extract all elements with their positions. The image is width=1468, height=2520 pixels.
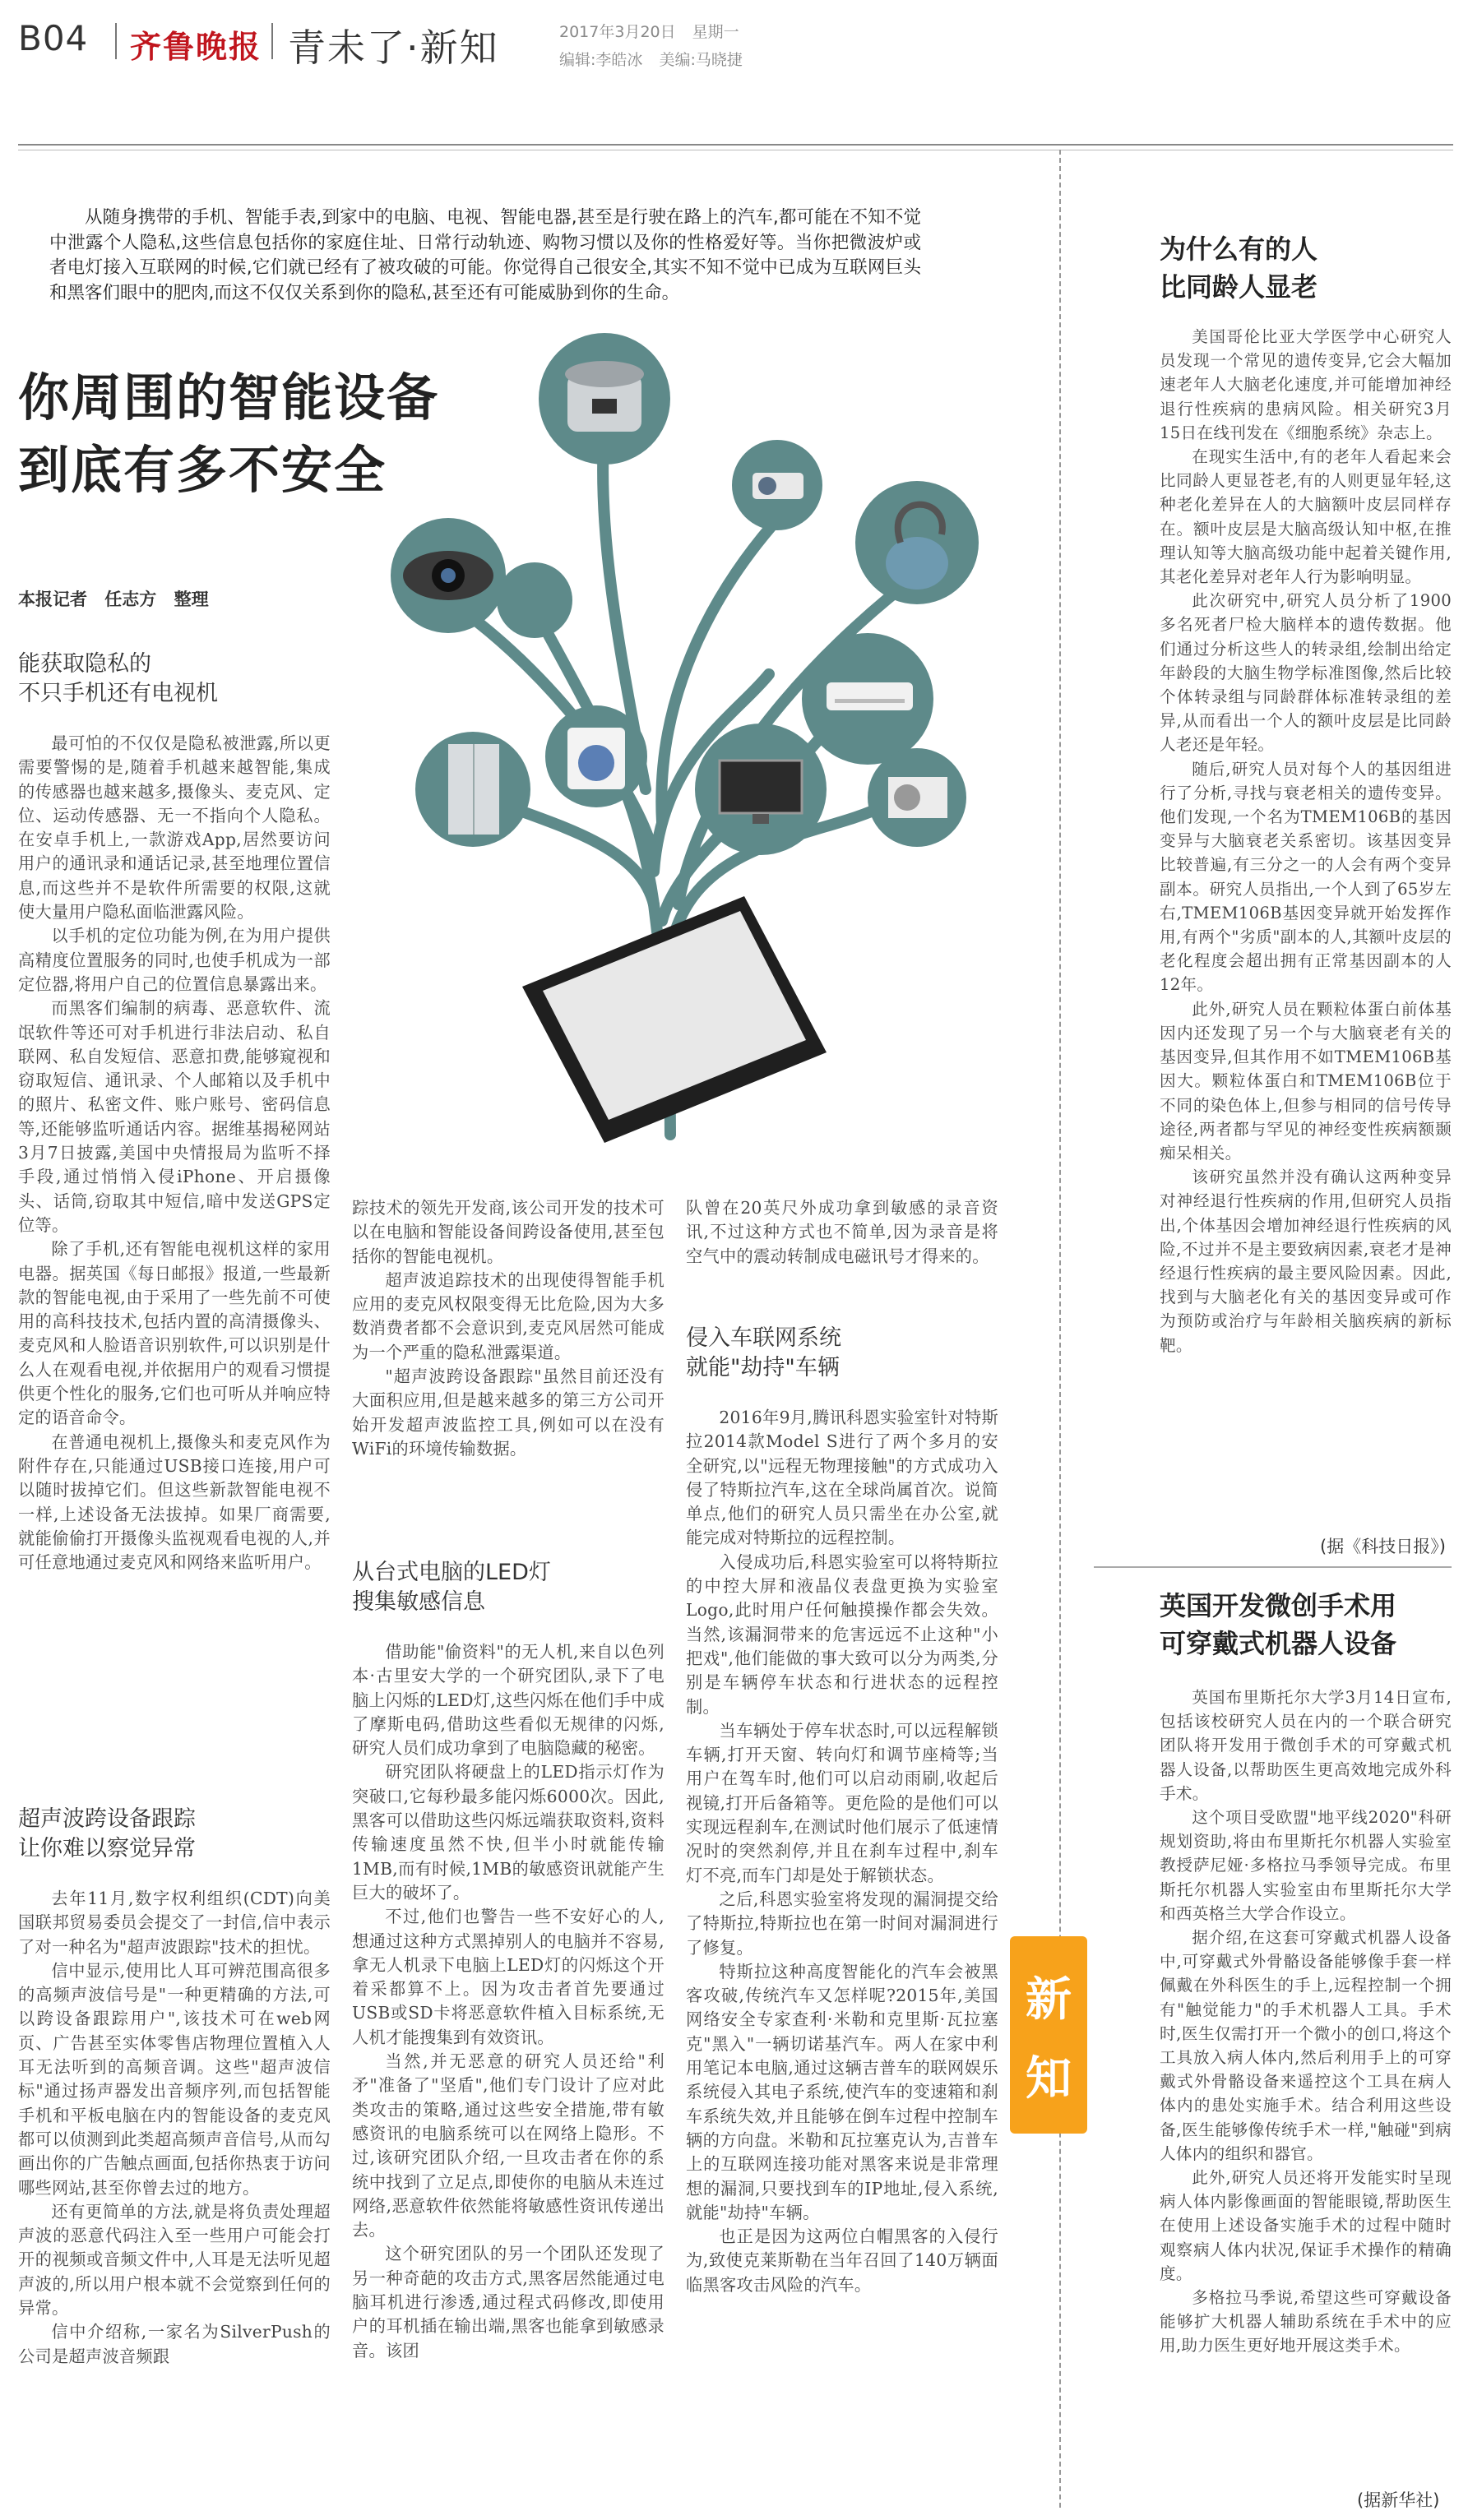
sidebar-article-body (1160, 325, 1452, 1357)
page-number: B04 (18, 18, 89, 58)
editor-credit: 编辑:李皓冰 美编:马晓捷 (559, 51, 743, 69)
paragraph: 特斯拉这种高度智能化的汽车会被黑客攻破,传统汽车又怎样呢?2015年,美国网络安全专家查利·米勒和克里斯·瓦拉塞克"黑入"一辆切诺基汽车。两人在家中利用笔记本电脑,通过这辆吉普车的联网娱乐系统侵入其电子系统,使汽车的变速箱和刹车系统失效,并且能够在倒车过程中控制车辆的方向盘。米勒和瓦拉塞克认为,吉普车上的互联网连接功能对黑客来说是非常理想的漏洞,只要找到车的IP地址,侵入系统,就能"劫持"车辆。 (686, 1961, 998, 2222)
section-subheading (18, 1805, 331, 1864)
title-line: 比同龄人显老 (1160, 271, 1318, 303)
paragraph: 以手机的定位功能为例,在为用户提供高精度位置服务的同时,也使手机成为一部定位器,将用户自己的位置信息暴露出来。 (18, 926, 331, 994)
section-title: 青未了·新知 (288, 25, 499, 70)
paragraph: 该研究虽然并没有确认这两种变异对神经退行性疾病的作用,但研究人员指出,个体基因会增加神经退行性疾病的风险,不过并不是主要致病因素,衰老才是神经退行性疾病的最主要风险因素。因此,找到与大脑老化有关的基因变异或可作为预防或治疗与年龄相关脑疾病的新标靶。 (1160, 1168, 1452, 1355)
paragraph: 在普通电视机上,摄像头和麦克风作为附件存在,只能通过USB接口连接,用户可以随时拔掉它们。但这些新款智能电视不一样,上述设备无法拔掉。如果厂商需要,就能偷偷打开摄像头监视观看电视的人,并可任意地通过麦克风和网络来监听用户。 (18, 1431, 331, 1573)
subheading-line: 搜集敏感信息 (352, 1589, 485, 1615)
section-subheading (686, 1324, 998, 1383)
paragraph: 此次研究中,研究人员分析了1900多名死者尸检大脑样本的遗传数据。他们通过分析这些人的转录组,绘制出给定年龄段的大脑生物学标准图像,然后比较个体转录组与同龄群体标准转录组的差异,从而看出一个人的额叶皮层是比同龄人老还是年轻。 (1160, 591, 1452, 755)
paragraph: 借助能"偷资料"的无人机,来自以色列本·古里安大学的一个研究团队,录下了电脑上闪烁的LED灯,这些闪烁在他们手中成了摩斯电码,借助这些看似无规律的闪烁,研究人员们成功拿到了电脑隐藏的秘密。 (352, 1642, 665, 1759)
section-subheading (18, 650, 331, 709)
paragraph: 据介绍,在这套可穿戴式机器人设备中,可穿戴式外骨骼设备能够像手套一样佩戴在外科医生的手上,远程控制一个拥有"触觉能力"的手术机器人工具。手术时,医生仅需打开一个微小的创口,将这个工具放入病人体内,然后利用手上的可穿戴式外骨骼设备来遥控这个工具在病人体内的患处实施手术。结合利用这些设备,医生能够像传统手术一样,"触碰"到病人体内的组织和器官。 (1160, 1928, 1452, 2163)
stamp-char: 新 (1026, 1973, 1072, 2027)
paragraph: 最可怕的不仅仅是隐私被泄露,所以更需要警惕的是,随着手机越来越智能,集成的传感器也越来越多,摄像头、麦克风、定位、运动传感器、无一不指向个人隐私。在安卓手机上,一款游戏App,居然要访问用户的通讯录和通话记录,甚至地理位置信息,而这些并不是软件所需要的权限,这就使大量用户隐私面临泄露风险。 (18, 733, 331, 922)
paragraph: 在现实生活中,有的老年人看起来会比同龄人更显苍老,有的人则更显年轻,这种老化差异在人的大脑额叶皮层同样存在。额叶皮层是大脑高级认知中枢,在推理认知等大脑高级功能中起着关键作用,其老化差异对老年人行为影响明显。 (1160, 447, 1452, 587)
sidebar-article-title (1160, 1587, 1456, 1662)
paragraph: 多格拉马季说,希望这些可穿戴设备能够扩大机器人辅助系统在手术中的应用,助力医生更好地开展这类手术。 (1160, 2288, 1452, 2356)
branch-node (497, 562, 572, 638)
paragraph: 而黑客们编制的病毒、恶意软件、流氓软件等还可对手机进行非法启动、私自联网、私自发短信、恶意扣费,能够窥视和窃取短信、通讯录、个人邮箱以及手机中的照片、私密文件、账户账号、密码信息等,还能够监听通话内容。据维基揭秘网站3月7日披露,美国中央情报局为监听不择手段,通过悄悄入侵iPhone、开启摄像头、话筒,窃取其中短信,暗中发送GPS定位等。 (18, 998, 331, 1235)
title-line: 为什么有的人 (1160, 234, 1318, 265)
subheading-line: 就能"劫持"车辆 (686, 1355, 840, 1380)
paragraph: 当然,并无恶意的研究人员还给"利矛"准备了"坚盾",他们专门设计了应对此类攻击的策略,通过这些安全措施,带有敏感资讯的电脑系统可以在网络上隐形。不过,该研究团队介绍,一旦攻击者在你的系统中找到了立足点,即使你的电脑从未连过网络,恶意软件依然能将敏感性资讯传递出去。 (352, 2051, 665, 2240)
column-divider (1059, 150, 1061, 2508)
paragraph: 此外,研究人员还将开发能实时呈现病人体内影像画面的智能眼镜,帮助医生在使用上述设备实施手术的过程中随时观察病人体内状况,保证手术操作的精确度。 (1160, 2168, 1452, 2283)
paragraph: 不过,他们也警告一些不安好心的人,想通过这种方式黑掉别人的电脑并不容易,拿无人机录下电脑上LED灯的闪烁这个开着采都算不上。因为攻击者首先要通过USB或SD卡将恶意软件植入目标系统,无人机才能搜集到有效资讯。 (352, 1907, 665, 2047)
paragraph: "超声波跨设备跟踪"虽然目前还没有大面积应用,但是越来越多的第三方公司开始开发超声波监控工具,例如可以在没有WiFi的环境传输数据。 (352, 1366, 665, 1459)
paragraph: 信中介绍称,一家名为SilverPush的公司是超声波音频跟 (18, 2322, 331, 2366)
paragraph: 2016年9月,腾讯科恩实验室针对特斯拉2014款Model S进行了两个多月的安全研究,以"远程无物理接触"的方式成功入侵了特斯拉汽车,这在全球尚属首次。说简单点,他们的研究人员只需坐在办公室,就能完成对特斯拉的远程控制。 (686, 1408, 998, 1548)
paragraph: 入侵成功后,科恩实验室可以将特斯拉的中控大屏和液晶仪表盘更换为实验室Logo,此时用户任何触摸操作都会失效。当然,该漏洞带来的危害远远不止这种"小把戏",他们能做的事大致可以分为两类,分别是车辆停车状态和行进状态的远程控制。 (686, 1551, 998, 1717)
article-column-3b (686, 1406, 998, 2297)
paragraph: 除了手机,还有智能电视机这样的家用电器。据英国《每日邮报》报道,一些最新款的智能电视,由于采用了一些先前不可使用的高科技技术,包括内置的高清摄像头、麦克风和人脸语音识别软件,可以识别是什么人在观看电视,并依据用户的观看习惯提供更个性化的服务,它们也可听从并响应特定的语音命令。 (18, 1239, 331, 1428)
subheading-line: 能获取隐私的 (18, 651, 151, 677)
article-separator (1094, 1566, 1452, 1568)
header-divider (271, 23, 273, 59)
article-column-1a (18, 732, 331, 1574)
paragraph: 之后,科恩实验室将发现的漏洞提交给了特斯拉,特斯拉也在第一时间对漏洞进行了修复。 (686, 1889, 998, 1958)
ac-outdoor-unit-icon (888, 777, 947, 818)
subheading-line: 从台式电脑的LED灯 (352, 1560, 551, 1585)
tv-monitor-icon (720, 761, 802, 824)
paragraph: 美国哥伦比亚大学医学中心研究人员发现一个常见的遗传变异,它会大幅加速老年人大脑老化速度,并可能增加神经退行性疾病的患病风险。相关研究3月15日在线刊发在《细胞系统》杂志上。 (1160, 327, 1452, 442)
title-line: 可穿戴式机器人设备 (1160, 1628, 1397, 1659)
title-line: 英国开发微创手术用 (1160, 1590, 1397, 1621)
paragraph: 当车辆处于停车状态时,可以远程解锁车辆,打开天窗、转向灯和调节座椅等;当用户在驾车时,他们可以启动雨刷,收起后视镜,打开后备箱等。更危险的是他们可以实现远程刹车,在测试时他们展示了低速情况时的突然刹停,并且在刹车过程中,刹车灯不亮,而车门却是处于解锁状态。 (686, 1720, 998, 1885)
paragraph: 研究团队将硬盘上的LED指示灯作为突破口,它每秒最多能闪烁6000次。因此,黑客可以借助这些闪烁远端获取资料,资料传输速度虽然不快,但半小时就能传输1MB,而有时候,1MB的敏感资讯就能产生巨大的破坏了。 (352, 1762, 665, 1903)
paragraph: 信中显示,使用比人耳可辨范围高很多的高频声波信号是"一种更精确的方法,可以跨设备跟踪用户",该技术可在web网页、广告甚至实体零售店物理位置植入人耳无法听到的高频音调。这些"超声波信标"通过扬声器发出音频序列,而包括智能手机和平板电脑在内的智能设备的麦克风都可以侦测到此类超高频声音信号,从而勾画出你的广告触点画面,包括你热衷于访问哪些网站,甚至你曾去过的地方。 (18, 1960, 331, 2198)
air-conditioner-icon (827, 682, 913, 710)
paragraph: 这个项目受欧盟"地平线2020"科研规划资助,将由布里斯托尔机器人实验室教授萨尼娅·多格拉马季领导完成。布里斯托尔机器人实验室由布里斯托尔大学和西英格兰大学合作设立。 (1160, 1808, 1452, 1923)
washing-machine-icon (567, 728, 625, 789)
paragraph: 此外,研究人员在颗粒体蛋白前体基因内还发现了另一个与大脑衰老有关的基因变异,但其作用不如TMEM106B基因大。颗粒体蛋白和TMEM106B位于不同的染色体上,但参与相同的信号传导途径,两者都与罕见的神经变性疾病额颞痴呆相关。 (1160, 999, 1452, 1163)
article-title-line: 你周围的智能设备 (18, 368, 440, 428)
article-source: (据新华社) (1357, 2490, 1440, 2510)
header-divider (115, 23, 117, 59)
article-source: (据《科技日报》) (1320, 1537, 1446, 1556)
projector-icon (753, 473, 803, 499)
article-column-3a (686, 1196, 998, 1269)
paragraph: 队曾在20英尺外成功拿到敏感的录音资讯,不过这种方式也不简单,因为录音是将空气中的震动转制成电磁讯号才得来的。 (686, 1198, 998, 1266)
paragraph: 这个研究团队的另一个团队还发现了另一种奇葩的攻击方式,黑客居然能通过电脑耳机进行渗透,通过程式码修改,即使用户的耳机插在输出端,黑客也能拿到敏感录音。该团 (352, 2244, 665, 2360)
header-rule (18, 144, 1453, 146)
paragraph: 随后,研究人员对每个人的基因组进行了分析,寻找与衰老相关的遗传变异。他们发现,一个名为TMEM106B的基因变异与大脑衰老关系密切。该基因变异比较普遍,有三分之一的人会有两个变异副本。研究人员指出,一个人到了65岁左右,TMEM106B基因变异就开始发挥作用,有两个"劣质"副本的人,其额叶皮层的老化程度会超出拥有正常基因副本的人12年。 (1160, 759, 1452, 995)
byline: 本报记者 任志方 整理 (18, 590, 209, 609)
paragraph: 英国布里斯托尔大学3月14日宣布,包括该校研究人员在内的一个联合研究团队将开发用于微创手术的可穿戴式机器人设备,以帮助医生更高效地完成外科手术。 (1160, 1688, 1452, 1803)
webcam-icon (403, 551, 493, 600)
article-column-1b (18, 1887, 331, 2369)
issue-date: 2017年3月20日 星期一 (559, 23, 739, 41)
rice-cooker-icon (565, 361, 644, 432)
section-stamp-label (1016, 1961, 1081, 2119)
article-title-line: 到底有多不安全 (18, 440, 387, 500)
smartphone-icon (522, 896, 827, 1143)
article-column-2b (352, 1640, 665, 2363)
subheading-line: 让你难以察觉异常 (18, 1836, 196, 1861)
stamp-char: 知 (1026, 2052, 1072, 2106)
subheading-line: 不只手机还有电视机 (18, 681, 218, 706)
sidebar-article-title (1160, 230, 1447, 306)
sidebar-article-body (1160, 1685, 1452, 2358)
paragraph: 踪技术的领先开发商,该公司开发的技术可以在电脑和智能设备间跨设备使用,甚至包括你的智能电视机。 (352, 1198, 665, 1266)
newspaper-logo: 齐鲁晚报 (130, 28, 262, 65)
paragraph: 去年11月,数字权利组织(CDT)向美国联邦贸易委员会提交了一封信,信中表示了对一种名为"超声波跟踪"技术的担忧。 (18, 1889, 331, 1957)
paragraph: 还有更简单的方法,就是将负责处理超声波的恶意代码注入至一些用户可能会打开的视频或音频文件中,人耳是无法听见超声波的,所以用户根本就不会觉察到任何的异常。 (18, 2201, 331, 2319)
refrigerator-icon (448, 744, 499, 835)
smart-device-tree-illustration (391, 329, 983, 1168)
article-column-2a (352, 1196, 665, 1461)
paragraph: 也正是因为这两位白帽黑客的入侵行为,致使克莱斯勒在当年召回了140万辆面临黑客攻击风险的汽车。 (686, 2226, 998, 2295)
paragraph: 超声波追踪技术的出现使得智能手机应用的麦克风权限变得无比危险,因为大多数消费者都不会意识到,麦克风居然可能成为一个严重的隐私泄露渠道。 (352, 1269, 665, 1362)
section-subheading (352, 1558, 665, 1617)
subheading-line: 超声波跨设备跟踪 (18, 1806, 196, 1832)
article-intro: 从随身携带的手机、智能手表,到家中的电脑、电视、智能电器,甚至是行驶在路上的汽车,都可能在不知不觉中泄露个人隐私,这些信息包括你的家庭住址、日常行动轨迹、购物习惯以及你的性格爱好等。当你把微波炉或者电灯接入互联网的时候,它们就已经有了被攻破的可能。你觉得自己很安全,其实不知不觉中已成为互联网巨头和黑客们眼中的肥肉,而这不仅仅关系到你的隐私,甚至还有可能威胁到你的生命。 (49, 207, 921, 303)
subheading-line: 侵入车联网系统 (686, 1325, 841, 1351)
